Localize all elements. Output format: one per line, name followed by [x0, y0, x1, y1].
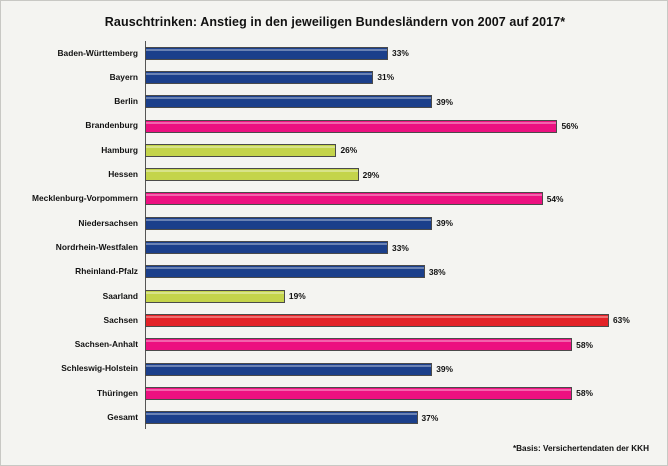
bar: [145, 192, 543, 205]
bar-row: [21, 260, 649, 284]
bar-highlight: [146, 219, 431, 221]
bar-row: [21, 357, 649, 381]
bar-track: [145, 138, 649, 162]
bar: [145, 338, 572, 351]
bar-value-label: 39%: [436, 96, 453, 107]
bar-value-label: 29%: [362, 169, 380, 180]
bar-highlight: [146, 292, 284, 294]
bar: [145, 363, 432, 376]
bar-track: [145, 187, 649, 211]
bar-highlight: [146, 316, 608, 318]
bar-highlight: [146, 49, 387, 51]
bar-row: [21, 211, 649, 235]
bar: [145, 217, 432, 230]
bar-row: [21, 284, 649, 308]
category-label: Mecklenburg-Vorpommern: [32, 193, 138, 204]
category-label: Thüringen: [97, 387, 138, 398]
bar-value-label: 33%: [392, 242, 409, 253]
bar-value-label: 58%: [576, 339, 593, 350]
category-label: Brandenburg: [85, 120, 138, 131]
bar-row: [21, 308, 649, 332]
bar-row: [21, 405, 649, 429]
bar: [145, 71, 373, 84]
bar-highlight: [146, 340, 571, 342]
bar: [145, 47, 388, 60]
bar-value-label: 56%: [561, 121, 579, 132]
bar-row: [21, 187, 649, 211]
category-label: Nordrhein-Westfalen: [55, 241, 138, 252]
category-label: Saarland: [102, 290, 138, 301]
category-label: Sachsen-Anhalt: [74, 339, 138, 350]
bar-highlight: [146, 365, 431, 367]
bar-value-label: 26%: [340, 145, 358, 156]
category-label: Berlin: [114, 96, 138, 107]
bar-highlight: [146, 73, 372, 75]
bar: [145, 387, 572, 400]
bar-track: [145, 41, 649, 65]
bar-highlight: [146, 146, 335, 148]
bar-highlight: [146, 194, 542, 196]
bar-highlight: [146, 97, 431, 99]
bar-highlight: [146, 413, 417, 415]
bar-value-label: 37%: [421, 412, 439, 423]
bar-track: [145, 90, 649, 114]
bar-row: [21, 235, 649, 259]
bar-highlight: [146, 170, 358, 172]
bar-value-label: 63%: [613, 315, 630, 326]
chart-footnote: *Basis: Versichertendaten der KKH: [512, 444, 649, 453]
bar-chart-plot-area: [21, 41, 649, 429]
category-label: Gesamt: [107, 411, 138, 422]
bar: [145, 95, 432, 108]
bar-value-label: 39%: [436, 364, 453, 374]
bar: [145, 290, 285, 303]
bar-value-label: 58%: [576, 388, 593, 399]
category-label: Sachsen: [103, 314, 138, 325]
category-label: Niedersachsen: [78, 217, 138, 228]
chart-title: Rauschtrinken: Anstieg in den jeweiligen Bundesländern von 2007 auf 2017*: [104, 15, 566, 29]
bar-row: [21, 138, 649, 162]
bar-row: [21, 162, 649, 186]
bar: [145, 144, 336, 157]
bar-highlight: [146, 243, 387, 245]
bar-track: [145, 308, 649, 332]
bar: [145, 241, 388, 254]
bar-track: [145, 260, 649, 284]
bar-track: [145, 381, 649, 405]
bar-track: [145, 65, 649, 89]
bar-value-label: 38%: [428, 266, 446, 277]
bar-value-label: 54%: [546, 193, 564, 204]
bar-row: [21, 90, 649, 114]
bar-track: [145, 114, 649, 138]
bar-track: [145, 405, 649, 429]
bar: [145, 411, 418, 424]
bar-value-label: 31%: [377, 72, 395, 83]
bar-highlight: [146, 389, 571, 391]
bar-track: [145, 211, 649, 235]
bar-row: [21, 41, 649, 65]
bar-row: [21, 65, 649, 89]
bar-value-label: 39%: [436, 218, 453, 229]
bar-track: [145, 333, 649, 357]
bar: [145, 120, 557, 133]
bar-value-label: 19%: [288, 291, 306, 302]
bar: [145, 168, 359, 181]
category-label: Baden-Württemberg: [57, 47, 138, 58]
bar-row: [21, 114, 649, 138]
bar-row: [21, 333, 649, 357]
bar-track: [145, 235, 649, 259]
bar-highlight: [146, 122, 556, 124]
category-label: Hamburg: [101, 144, 138, 155]
bar-row: [21, 381, 649, 405]
category-label: Rheinland-Pfalz: [75, 266, 138, 277]
bar-track: [145, 162, 649, 186]
bar-highlight: [146, 267, 424, 269]
bar-track: [145, 357, 649, 381]
bar-track: [145, 284, 649, 308]
bar: [145, 265, 425, 278]
bar-value-label: 33%: [392, 48, 409, 59]
bar: [145, 314, 609, 327]
category-label: Bayern: [109, 71, 138, 82]
category-label: Hessen: [108, 169, 138, 180]
category-label: Schleswig-Holstein: [61, 363, 138, 374]
